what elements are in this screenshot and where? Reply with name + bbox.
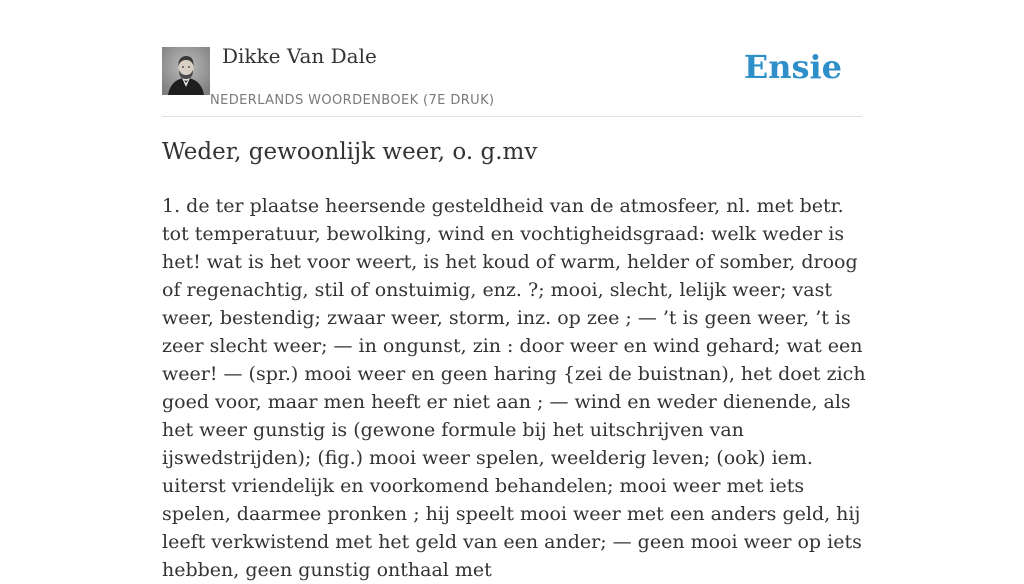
portrait-icon (162, 47, 210, 95)
brand-logo[interactable]: Ensie (743, 48, 842, 86)
source-name[interactable]: NEDERLANDS WOORDENBOEK (7E DRUK) (210, 93, 495, 108)
header (162, 0, 862, 117)
entry-term: Weder, gewoonlijk weer, o. g.mv (162, 139, 538, 165)
author-avatar[interactable] (162, 47, 210, 95)
entry-definition: 1. de ter plaatse heersende gesteldheid van de atmosfeer, nl. met betr. tot temperatuur, bewolking, wind en vochtigheidsgraad: welk weder is het! wat is het voor weert, is het koud of warm, helder of somber, droog of regenachtig, stil of onstuimig, enz. ?; mooi, slecht, lelijk weer; vast weer, bestendig; zwaar weer, storm, inz. op zee ; — ’t is geen weer, ’t is zeer slecht weer; — in ongunst, zin : door weer en wind gehard; wat een weer! — (spr.) mooi weer en geen haring {zei de buistnan), het doet zich goed voor, maar men heeft er niet aan ; — wind en weder dienende, als het weer gunstig is (gewone formule bij het uitschrijven van ijswedstrijden); (fig.) mooi weer spelen, weelderig leven; (ook) iem. uiterst vriendelijk en voorkomend behandelen; mooi weer met iets spelen, daarmee pronken ; hij speelt mooi weer met een anders geld, hij leeft verkwistend met het geld van een ander; — geen mooi weer op iets hebben, geen gunstig onthaal met (162, 195, 866, 581)
author-name[interactable]: Dikke Van Dale (222, 44, 377, 68)
